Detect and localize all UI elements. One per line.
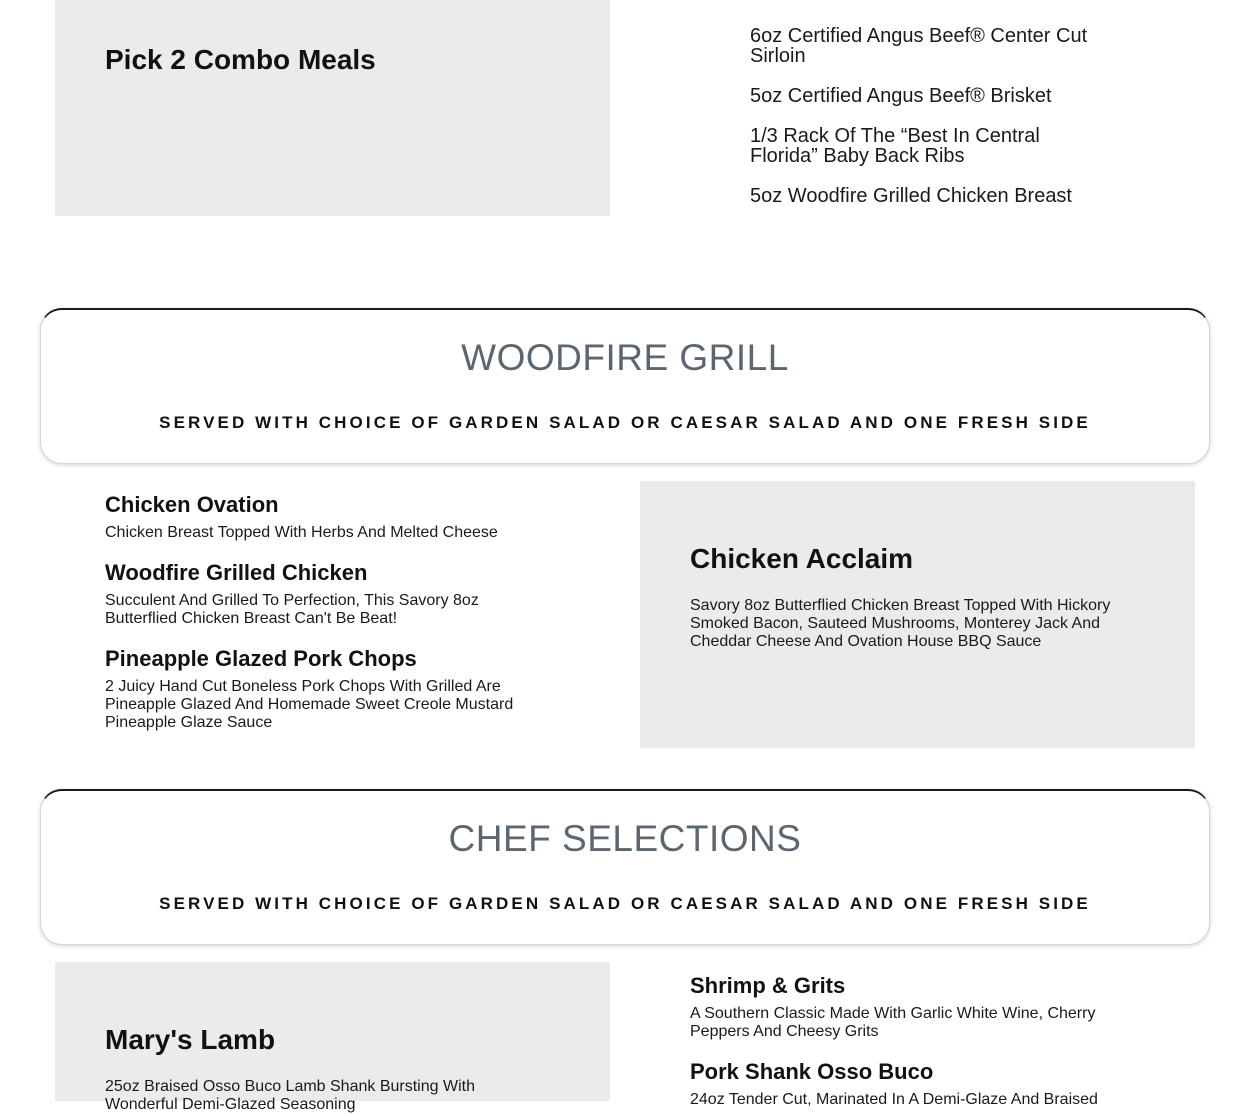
item-description: Chicken Breast Topped With Herbs And Melted Cheese [105,524,498,541]
combo-option: 1/3 Rack Of The “Best In Central Florida” Baby Back Ribs [750,125,1040,167]
section-subtitle: SERVED WITH CHOICE OF GARDEN SALAD OR CAESAR SALAD AND ONE FRESH SIDE [159,894,1091,913]
menu-item [690,973,1140,1041]
menu-item [105,492,565,542]
woodfire-grill-header [40,308,1210,464]
combo-title: Pick 2 Combo Meals [105,44,376,75]
combo-option: 5oz Certified Angus Beef® Brisket [750,85,1052,107]
chef-selections-header [40,789,1210,945]
feature-item-description: 25oz Braised Osso Buco Lamb Shank Bursting With Wonderful Demi-Glazed Seasoning [105,1078,475,1113]
woodfire-items [105,492,565,750]
menu-item [105,646,545,732]
section-subtitle: SERVED WITH CHOICE OF GARDEN SALAD OR CAESAR SALAD AND ONE FRESH SIDE [159,413,1091,432]
feature-item-name: Chicken Acclaim [690,543,914,574]
menu-item [105,560,525,628]
item-description: A Southern Classic Made With Garlic White Wine, Cherry Peppers And Cheesy Grits [690,1005,1096,1040]
item-description: 24oz Tender Cut, Marinated In A Demi-Glaze And Braised [690,1091,1098,1108]
section-title: WOODFIRE GRILL [461,337,789,378]
section-title: CHEF SELECTIONS [448,818,802,859]
item-name: Pineapple Glazed Pork Chops [105,646,417,671]
menu-item [690,1059,1140,1109]
combo-feature-box [55,0,610,216]
combo-option: 6oz Certified Angus Beef® Center Cut Sirloin [750,25,1088,67]
feature-item-description: Savory 8oz Butterflied Chicken Breast Topped With Hickory Smoked Bacon, Sauteed Mushrooms, Monterey Jack And Cheddar Cheese And Ovation House BBQ Sauce [690,597,1111,650]
item-description: Succulent And Grilled To Perfection, This Savory 8oz Butterflied Chicken Breast Can't Be Beat! [105,592,479,627]
chef-items [690,973,1140,1108]
item-name: Woodfire Grilled Chicken [105,560,368,585]
feature-item-name: Mary's Lamb [105,1024,276,1055]
combo-option: 5oz Woodfire Grilled Chicken Breast [750,185,1072,207]
marys-lamb-feature-box [55,962,610,1113]
combo-options-list [750,26,1130,226]
chicken-acclaim-feature-box [640,481,1195,748]
item-name: Pork Shank Osso Buco [690,1059,934,1084]
item-name: Chicken Ovation [105,492,279,517]
item-name: Shrimp & Grits [690,973,846,998]
item-description: 2 Juicy Hand Cut Boneless Pork Chops With Grilled Are Pineapple Glazed And Homemade Sweet Creole Mustard Pineapple Glaze Sauce [105,678,514,731]
